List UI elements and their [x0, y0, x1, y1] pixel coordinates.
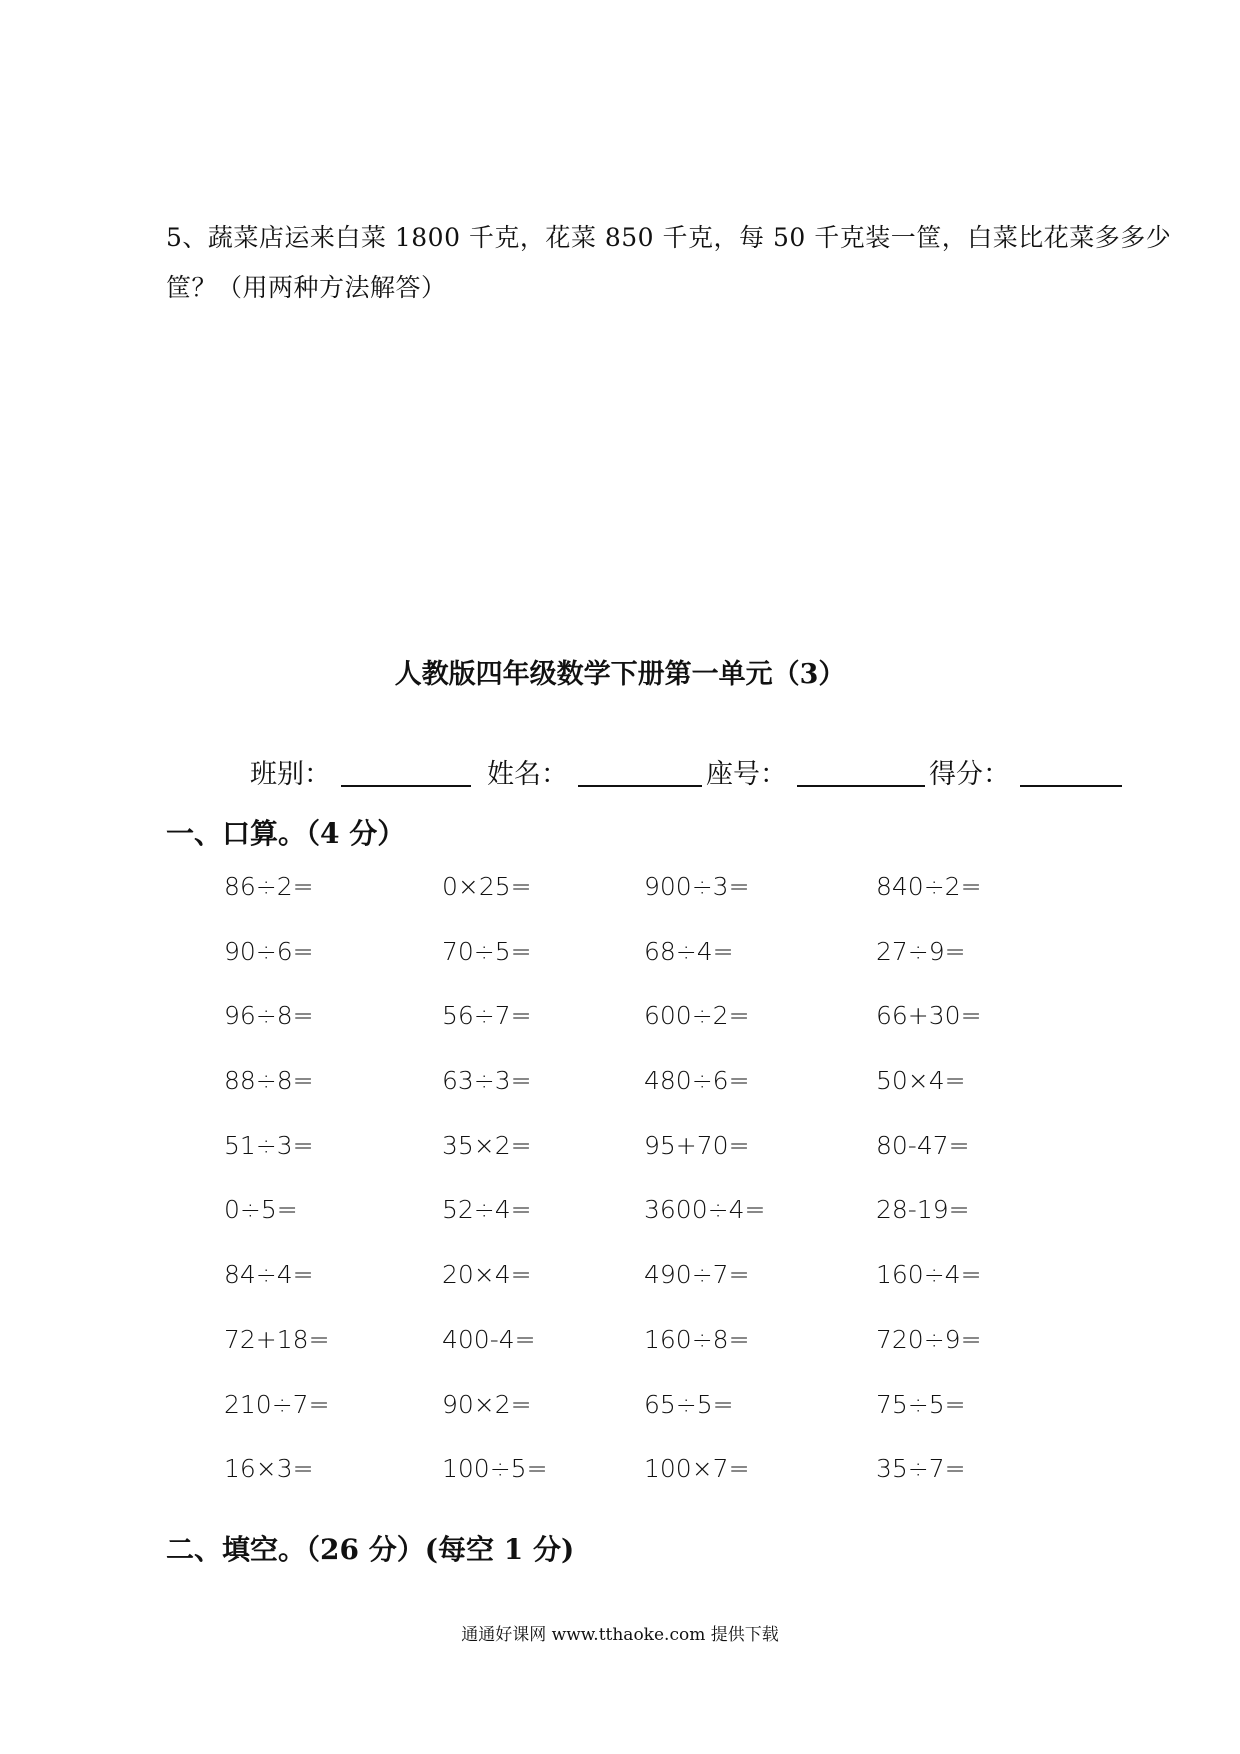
- math-item: 84÷4=: [224, 1260, 314, 1290]
- math-item: 100×7=: [644, 1454, 750, 1484]
- section-2-heading: 二、填空。（26 分）(每空 1 分): [166, 1533, 575, 1566]
- math-item: 35×2=: [442, 1130, 532, 1160]
- mental-math-row: [224, 1131, 1024, 1196]
- seat-label: 座号：: [706, 759, 787, 790]
- math-item: 51÷3=: [224, 1130, 314, 1160]
- math-item: 86÷2=: [224, 872, 314, 901]
- math-item: 90×2=: [442, 1389, 532, 1419]
- mental-math-row: [224, 1325, 1024, 1390]
- math-item: 160÷8=: [644, 1324, 750, 1354]
- math-item: 35÷7=: [876, 1454, 966, 1484]
- page-title: 人教版四年级数学下册第一单元（3）: [394, 659, 846, 690]
- class-label: 班别：: [250, 759, 331, 790]
- class-field[interactable]: [341, 785, 471, 787]
- math-item: 720÷9=: [876, 1324, 982, 1354]
- math-item: 52÷4=: [442, 1195, 532, 1225]
- mental-math-row: [224, 1195, 1024, 1260]
- math-item: 63÷3=: [442, 1066, 532, 1096]
- math-item: 100÷5=: [442, 1454, 548, 1484]
- math-item: 72+18=: [224, 1324, 330, 1354]
- math-item: 80-47=: [876, 1130, 970, 1160]
- math-item: 88÷8=: [224, 1066, 314, 1096]
- math-item: 20×4=: [442, 1260, 532, 1290]
- math-item: 3600÷4=: [644, 1195, 766, 1225]
- math-item: 0÷5=: [224, 1195, 298, 1225]
- mental-math-row: [224, 1390, 1024, 1455]
- seat-field[interactable]: [797, 785, 925, 787]
- math-item: 96÷8=: [224, 1001, 314, 1031]
- math-item: 160÷4=: [876, 1260, 982, 1290]
- math-item: 95+70=: [644, 1130, 750, 1160]
- problem-5-text-line2: 筐？（用两种方法解答）: [166, 273, 447, 302]
- math-item: 16×3=: [224, 1454, 314, 1484]
- math-item: 75÷5=: [876, 1389, 966, 1419]
- math-item: 66+30=: [876, 1001, 982, 1031]
- section-1-heading: 一、口算。（4 分）: [166, 817, 406, 850]
- math-item: 210÷7=: [224, 1389, 330, 1419]
- math-item: 600÷2=: [644, 1001, 750, 1031]
- mental-math-row: [224, 1066, 1024, 1131]
- math-item: 68÷4=: [644, 936, 734, 966]
- math-item: 70÷5=: [442, 936, 532, 966]
- problem-5-text-line1: 5、蔬菜店运来白菜 1800 千克，花菜 850 千克，每 50 千克装一筐，白菜比花菜多多少: [166, 223, 1172, 252]
- math-item: 840÷2=: [876, 872, 982, 901]
- math-item: 28-19=: [876, 1195, 970, 1225]
- mental-math-row: [224, 1001, 1024, 1066]
- math-item: 900÷3=: [644, 872, 750, 901]
- mental-math-grid: [224, 872, 1024, 1519]
- name-field[interactable]: [578, 785, 702, 787]
- mental-math-row: [224, 937, 1024, 1002]
- score-label: 得分：: [929, 759, 1010, 790]
- math-item: 65÷5=: [644, 1389, 734, 1419]
- score-field[interactable]: [1020, 785, 1122, 787]
- math-item: 50×4=: [876, 1066, 966, 1096]
- math-item: 480÷6=: [644, 1066, 750, 1096]
- math-item: 90÷6=: [224, 936, 314, 966]
- mental-math-row: [224, 872, 1024, 937]
- mental-math-row: [224, 1260, 1024, 1325]
- name-label: 姓名：: [487, 759, 568, 790]
- math-item: 0×25=: [442, 872, 532, 901]
- mental-math-row: [224, 1454, 1024, 1519]
- footer-text: 通通好课网 www.tthaoke.com 提供下载: [461, 1625, 779, 1645]
- math-item: 56÷7=: [442, 1001, 532, 1031]
- student-info-row: [250, 752, 1138, 791]
- math-item: 490÷7=: [644, 1260, 750, 1290]
- math-item: 400-4=: [442, 1324, 536, 1354]
- math-item: 27÷9=: [876, 936, 966, 966]
